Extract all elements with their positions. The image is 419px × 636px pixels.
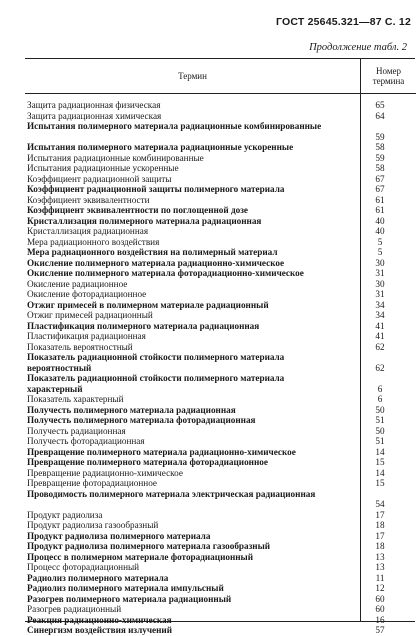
term-number-cell: 17: [375, 509, 385, 520]
term-cell: Пластификация радиационная: [27, 331, 146, 341]
term-number-cell: 51: [375, 415, 385, 425]
table-row: [25, 573, 415, 584]
term-number-cell: 11: [375, 572, 385, 583]
table-row: [25, 153, 415, 164]
term-cell: Проводимость полимерного материала электрическая радиационная: [27, 488, 316, 499]
table-row: [25, 268, 415, 279]
table-row: [25, 289, 415, 300]
term-cell: Радиолиз полимерного материала импульсный: [27, 583, 224, 593]
table-row: [25, 552, 415, 563]
table-row: [25, 184, 415, 195]
table-body: [25, 100, 415, 636]
term-cell: Продукт радиолиза полимерного материала газообразный: [27, 541, 271, 551]
term-number-cell: 15: [375, 478, 385, 488]
term-cell: Защита радиационная химическая: [27, 110, 162, 121]
term-cell: Пластификация полимерного материала радиационная: [27, 320, 260, 331]
term-number-cell: 34: [375, 299, 385, 310]
term-cell: Реакция радиационно-химическая: [27, 614, 172, 625]
term-cell: Получесть полимерного материала фоторадиационная: [27, 415, 256, 425]
table-row: [25, 226, 415, 237]
term-cell: Окисление полимерного материала фоторадиационно-химическое: [27, 268, 304, 278]
term-cell: Коэффициент эквивалентности по поглощенной дозе: [27, 205, 249, 215]
term-number-cell: 50: [375, 404, 385, 415]
term-cell: Кристаллизация радиационная: [27, 226, 149, 236]
table-row: [25, 174, 415, 185]
term-cell: Окисление полимерного материала радиационно-химическое: [27, 257, 285, 268]
table-row: [25, 468, 415, 479]
term-number-cell: 65: [375, 100, 385, 110]
term-number-cell: 18: [375, 520, 385, 530]
term-number-cell: 14: [375, 446, 385, 457]
table-row: [25, 216, 415, 227]
term-cell: Испытания полимерного материала радиационные комбинированные: [27, 121, 322, 131]
table-row: [25, 583, 415, 594]
table-row: [25, 142, 415, 153]
term-cell: Коэффициент радиационной защиты полимерного материала: [27, 184, 285, 194]
table-row: [25, 405, 415, 416]
column-header-term: Термин: [25, 59, 360, 94]
term-number-cell: 67: [375, 173, 385, 184]
term-cell: Процесс в полимерном материале фоторадиационный: [27, 551, 254, 562]
term-number-cell: 58: [375, 142, 385, 152]
table-row: [25, 531, 415, 542]
page-header: ГОСТ 25645.321—87 С. 12: [275, 16, 411, 28]
table-row: [25, 562, 415, 573]
table-row: [25, 279, 415, 290]
column-header-number: [360, 59, 416, 94]
terms-table: [25, 58, 415, 635]
term-number-cell: 31: [375, 268, 385, 278]
table-continuation-label: Продолжение табл. 2: [309, 42, 407, 53]
table-row: [25, 163, 415, 174]
table-row: [25, 258, 415, 269]
term-number-cell: 13: [375, 562, 385, 572]
term-cell: Превращение полимерного материала радиационно-химическое: [27, 446, 296, 457]
term-number-cell: 6: [377, 383, 383, 394]
term-number-cell: 40: [375, 215, 385, 226]
term-cell: Показатель радиационной стойкости полимерного материала характерный: [27, 373, 285, 394]
term-number-cell: 5: [377, 247, 383, 257]
term-cell: Радиолиз полимерного материала: [27, 572, 169, 583]
term-cell: Испытания радиационные комбинированные: [27, 152, 204, 163]
term-cell: Испытания радиационные ускоренные: [27, 163, 179, 173]
term-number-cell: 64: [375, 110, 385, 121]
term-cell: Получесть полимерного материала радиационная: [27, 404, 236, 415]
term-number-cell: 41: [375, 331, 385, 341]
term-cell: Продукт радиолиза газообразный: [27, 520, 159, 530]
term-number-cell: 54: [375, 499, 385, 509]
table-row: [25, 331, 415, 342]
term-cell: Продукт радиолиза полимерного материала: [27, 530, 211, 541]
term-cell: Разогрев радиационный: [27, 604, 122, 614]
term-number-cell: 61: [375, 194, 385, 205]
term-cell: Превращение фоторадиационное: [27, 478, 157, 488]
table-row: [25, 205, 415, 216]
term-number-cell: 6: [377, 394, 383, 404]
table-row: [25, 373, 415, 394]
term-number-cell: 30: [375, 257, 385, 268]
column-header-number-line2: термина: [372, 76, 405, 86]
term-cell: Показатель радиационной стойкости полимерного материала вероятностный: [27, 352, 285, 373]
term-number-cell: 31: [375, 289, 385, 299]
term-number-cell: 34: [375, 310, 385, 320]
term-cell: Мера радиационного воздействия: [27, 236, 160, 247]
table-row: [25, 321, 415, 332]
table-row: [25, 478, 415, 489]
table-row: [25, 426, 415, 437]
term-number-cell: 58: [375, 163, 385, 173]
table-row: [25, 310, 415, 321]
term-number-cell: 59: [375, 131, 385, 142]
term-number-cell: 67: [375, 184, 385, 194]
term-cell: Разогрев полимерного материала радиационный: [27, 593, 232, 604]
term-number-cell: 50: [375, 425, 385, 436]
term-number-cell: 30: [375, 278, 385, 289]
table-row: [25, 447, 415, 458]
table-row: [25, 195, 415, 206]
term-number-cell: 5: [377, 236, 383, 247]
term-number-cell: 51: [375, 436, 385, 446]
table-row: [25, 520, 415, 531]
term-number-cell: 61: [375, 205, 385, 215]
term-number-cell: 15: [375, 457, 385, 467]
table-row: [25, 352, 415, 373]
table-row: [25, 121, 415, 142]
term-cell: Показатель характерный: [27, 394, 124, 404]
table-row: [25, 594, 415, 605]
term-number-cell: 41: [375, 320, 385, 331]
term-cell: Окисление радиационное: [27, 278, 128, 289]
table-row: [25, 237, 415, 248]
term-number-cell: 13: [375, 551, 385, 562]
term-number-cell: 60: [375, 593, 385, 604]
term-number-cell: 60: [375, 604, 385, 614]
term-number-cell: 18: [375, 541, 385, 551]
term-cell: Окисление фоторадиационное: [27, 289, 147, 299]
term-cell: Коэффициент радиационной защиты: [27, 173, 172, 184]
term-cell: Испытания полимерного материала радиационные ускоренные: [27, 142, 294, 152]
table-row: [25, 100, 415, 111]
table-row: [25, 415, 415, 426]
table-row: [25, 625, 415, 636]
term-number-cell: 40: [375, 226, 385, 236]
term-cell: Получесть радиационная: [27, 425, 126, 436]
term-number-cell: 16: [375, 614, 385, 625]
table-row: [25, 541, 415, 552]
term-number-cell: 59: [375, 152, 385, 163]
term-number-cell: 62: [375, 362, 385, 373]
term-cell: Отжиг примесей радиационный: [27, 310, 153, 320]
table-row: [25, 394, 415, 405]
term-number-cell: 14: [375, 467, 385, 478]
table-row: [25, 457, 415, 468]
table-row: [25, 300, 415, 311]
term-cell: Коэффициент эквивалентности: [27, 194, 150, 205]
table-row: [25, 615, 415, 626]
table-row: [25, 510, 415, 521]
table-row: [25, 604, 415, 615]
term-cell: Превращение полимерного материала фоторадиационное: [27, 457, 268, 467]
term-cell: Процесс фоторадиационный: [27, 562, 140, 572]
table-row: [25, 489, 415, 510]
column-header-number-line1: Номер: [375, 66, 402, 76]
term-cell: Кристаллизация полимерного материала радиационная: [27, 215, 262, 226]
term-cell: Отжиг примесей в полимерном материале радиационный: [27, 299, 269, 310]
table-row: [25, 342, 415, 353]
term-number-cell: 57: [375, 625, 385, 635]
term-number-cell: 17: [375, 530, 385, 541]
table-row: [25, 436, 415, 447]
table-row: [25, 111, 415, 122]
term-cell: Превращение радиационно-химическое: [27, 467, 183, 478]
term-cell: Синергизм воздействия излучений: [27, 625, 173, 635]
term-cell: Продукт радиолиза: [27, 509, 103, 520]
term-number-cell: 62: [375, 341, 385, 352]
term-cell: Мера радиационного воздействия на полимерный материал: [27, 247, 278, 257]
term-cell: Показатель вероятностный: [27, 341, 133, 352]
term-number-cell: 12: [375, 583, 385, 593]
term-cell: Получесть фоторадиационная: [27, 436, 145, 446]
term-cell: Защита радиационная физическая: [27, 100, 161, 110]
table-row: [25, 247, 415, 258]
